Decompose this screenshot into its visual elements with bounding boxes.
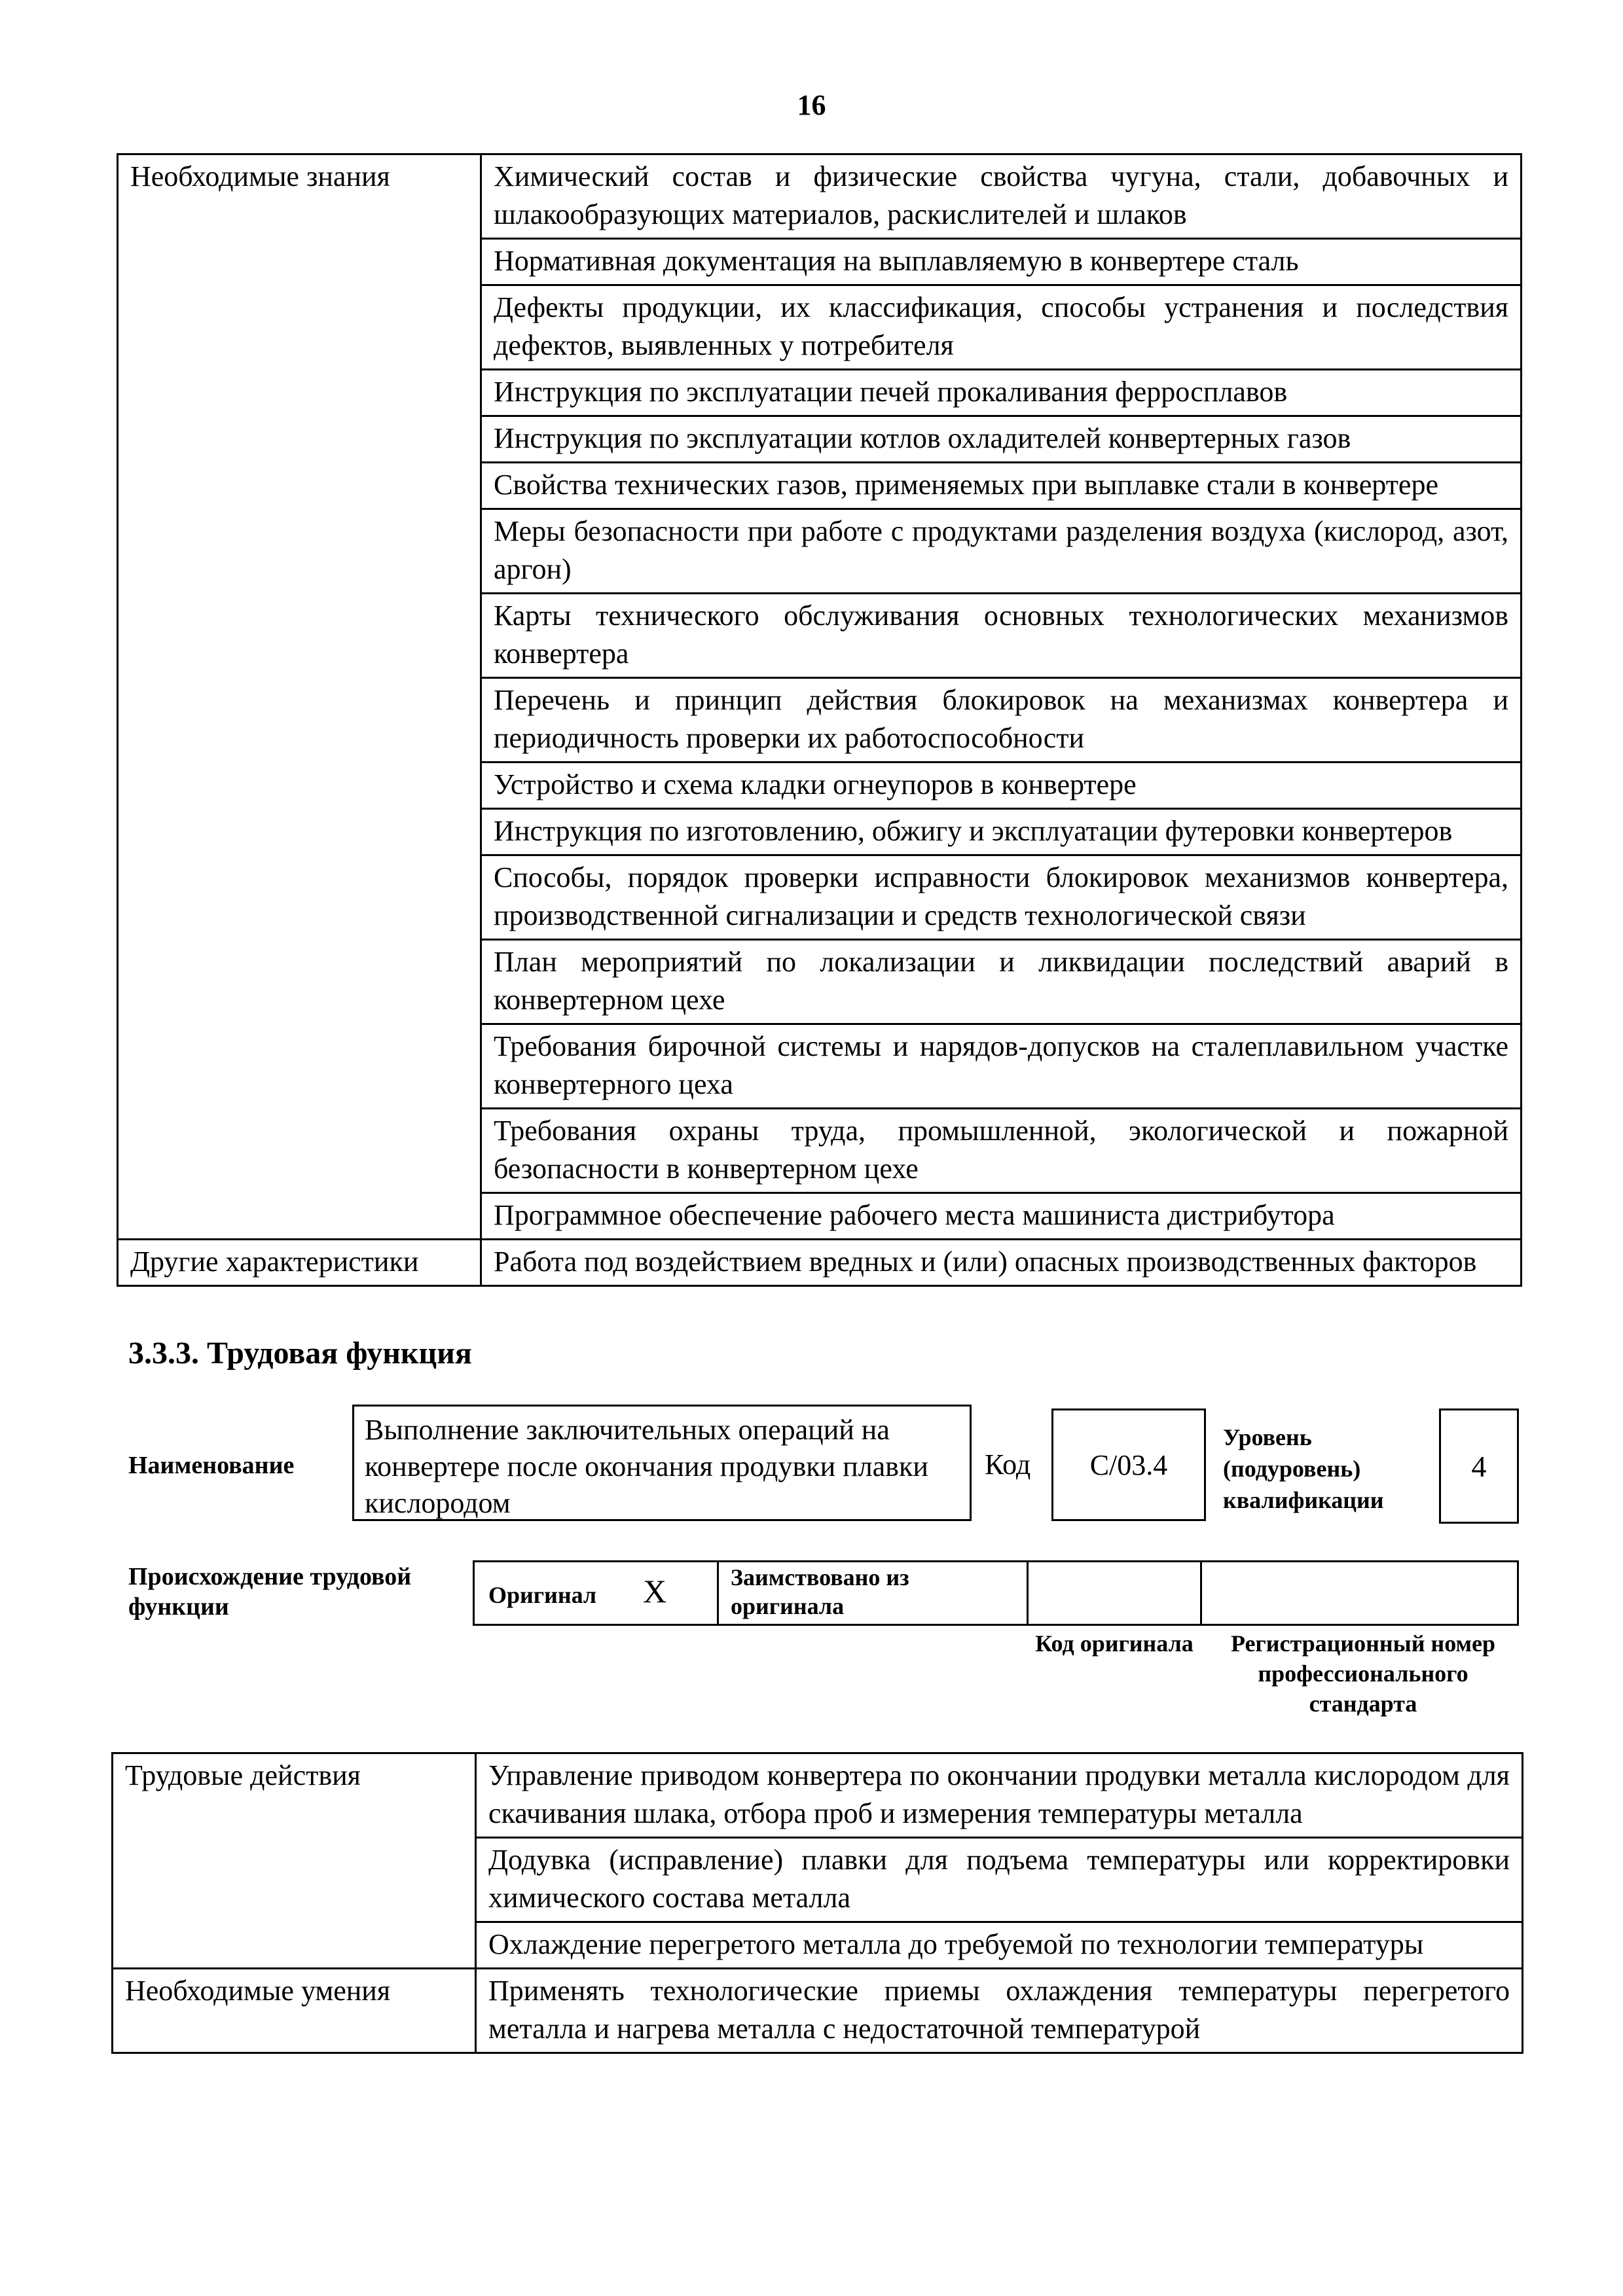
code-label: Код (985, 1448, 1031, 1480)
cell-text: Программное обеспечение рабочего места машиниста дистрибутора (481, 1193, 1522, 1240)
code-original-caption: Код оригинала (1035, 1630, 1194, 1657)
page-number: 16 (797, 89, 826, 121)
cell-text: Свойства технических газов, применяемых при выплавке стали в конвертере (481, 463, 1522, 509)
actions-table (111, 1752, 1523, 2054)
level-box (1439, 1408, 1519, 1524)
cell-text: Инструкция по изготовлению, обжигу и эксплуатации футеровки конвертеров (481, 809, 1522, 855)
borrowed-label: Заимствовано из оригинала (731, 1564, 909, 1619)
cell-text: Додувка (исправление) плавки для подъема температуры или корректировки химического состава металла (476, 1838, 1523, 1922)
row-label: Необходимые знания (118, 154, 481, 1240)
cell-text: Способы, порядок проверки исправности блокировок механизмов конвертера, производственной сигнализации и средств технологической связи (481, 855, 1522, 940)
reg-number-caption: Регистрационный номер профессионального стандарта (1230, 1630, 1496, 1717)
level-label: Уровень (подуровень) квалификации (1223, 1424, 1384, 1513)
level-value: 4 (1471, 1449, 1487, 1483)
row-label: Необходимые умения (113, 1969, 476, 2053)
cell-text: Карты технического обслуживания основных технологических механизмов конвертера (481, 594, 1522, 678)
name-label: Наименование (128, 1452, 295, 1479)
cell-text: Управление приводом конвертера по окончании продувки металла кислородом для скачивания шлака, отбора проб и измерения температуры металла (476, 1753, 1523, 1838)
table-row (118, 1240, 1522, 1286)
cell-text: Перечень и принцип действия блокировок на механизмах конвертера и периодичность проверки их работоспособности (481, 678, 1522, 762)
table-row (113, 1969, 1523, 2053)
cell-text: Меры безопасности при работе с продуктами разделения воздуха (кислород, азот, аргон) (481, 509, 1522, 594)
cell-text: Применять технологические приемы охлаждения температуры перегретого металла и нагрева металла с недостаточной температурой (476, 1969, 1523, 2053)
cell-text: Требования охраны труда, промышленной, экологической и пожарной безопасности в конвертерном цехе (481, 1109, 1522, 1193)
cell-text: Устройство и схема кладки огнеупоров в конвертере (481, 762, 1522, 809)
function-name-value: Выполнение заключительных операций на конвертере после окончания продувки плавки кислородом (365, 1414, 928, 1519)
origin-label: Происхождение трудовой функции (128, 1563, 412, 1621)
cell-text: Инструкция по эксплуатации котлов охладителей конвертерных газов (481, 416, 1522, 463)
original-label: Оригинал (488, 1582, 597, 1608)
table-row (113, 1753, 1523, 1838)
function-name-box (352, 1405, 972, 1521)
code-box (1051, 1408, 1206, 1521)
table-row (118, 154, 1522, 239)
cell-text: Охлаждение перегретого металла до требуемой по технологии температуры (476, 1922, 1523, 1969)
code-value: С/03.4 (1089, 1448, 1168, 1481)
row-label: Другие характеристики (118, 1240, 481, 1286)
section-title: 3.3.3. Трудовая функция (128, 1336, 472, 1371)
original-mark: X (643, 1573, 667, 1609)
row-label: Трудовые действия (113, 1753, 476, 1969)
cell-text: Работа под воздействием вредных и (или) опасных производственных факторов (481, 1240, 1522, 1286)
cell-text: Дефекты продукции, их классификация, способы устранения и последствия дефектов, выявленных у потребителя (481, 285, 1522, 370)
cell-text: План мероприятий по локализации и ликвидации последствий аварий в конвертерном цехе (481, 940, 1522, 1024)
cell-text: Нормативная документация на выплавляемую в конвертере сталь (481, 239, 1522, 285)
knowledge-table (117, 153, 1522, 1287)
cell-text: Требования бирочной системы и нарядов-допусков на сталеплавильном участке конвертерного цеха (481, 1024, 1522, 1109)
cell-text: Химический состав и физические свойства чугуна, стали, добавочных и шлакообразующих материалов, раскислителей и шлаков (481, 154, 1522, 239)
cell-text: Инструкция по эксплуатации печей прокаливания ферросплавов (481, 370, 1522, 416)
